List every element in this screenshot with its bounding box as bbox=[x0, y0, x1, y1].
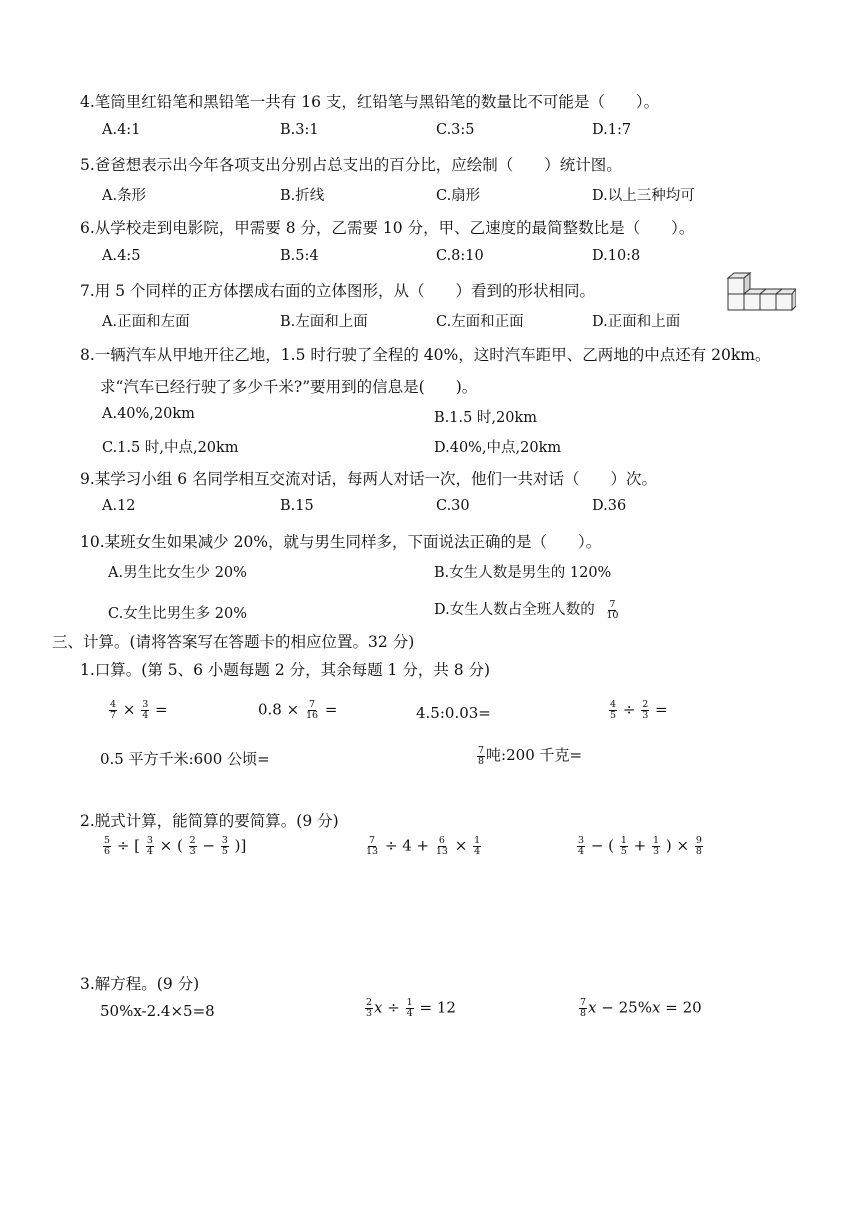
q4-option-c: C.3:5 bbox=[436, 122, 475, 138]
fraction: $\frac{2}{3}$ bbox=[189, 835, 196, 857]
fraction: $\frac{1}{5}$ bbox=[620, 835, 627, 857]
q9-option-a: A.12 bbox=[102, 498, 136, 514]
equation-3: $\frac{7}{8}$ x − 25%x = 20 bbox=[580, 997, 702, 1019]
fraction: $\frac{3}{4}$ bbox=[578, 835, 585, 857]
fraction: $\frac{2}{3}$ bbox=[366, 997, 373, 1019]
oral-item-6: $\frac{7}{8}$ 吨:200 千克= bbox=[478, 744, 583, 767]
q10-option-a: A.男生比女生少 20% bbox=[108, 565, 247, 581]
q7-option-b: B.左面和上面 bbox=[280, 314, 368, 330]
fraction: $\frac{4}{5}$ bbox=[610, 699, 617, 721]
q5-option-c: C.扇形 bbox=[436, 188, 481, 204]
q8-option-d: D.40%,中点,20km bbox=[434, 440, 562, 456]
fraction: $\frac{3}{4}$ bbox=[146, 835, 153, 857]
part-3-title: 3.解方程。(9 分) bbox=[80, 975, 200, 993]
fraction: $\frac{5}{6}$ bbox=[104, 835, 111, 857]
section-3-title: 三、计算。(请将答案写在答题卡的相应位置。32 分) bbox=[52, 633, 415, 651]
q10-option-d-text: D.女生人数占全班人数的 bbox=[434, 602, 595, 618]
fraction: $\frac{6}{13}$ bbox=[435, 835, 448, 857]
fraction: $\frac{1}{4}$ bbox=[406, 997, 413, 1019]
fraction: $\frac{7}{16}$ bbox=[305, 699, 319, 721]
fraction: $\frac{3}{5}$ bbox=[221, 835, 228, 857]
q6-option-a: A.4:5 bbox=[102, 248, 141, 264]
question-5-stem: 5.爸爸想表示出今年各项支出分别占总支出的百分比，应绘制（ ）统计图。 bbox=[80, 156, 622, 174]
expression-3: $\frac{3}{4}$ − ( $\frac{1}{5}$ + $\frac{1}{3}$ ) × $\frac{9}{8}$ bbox=[578, 835, 702, 857]
q9-option-c: C.30 bbox=[436, 498, 470, 514]
q7-option-a: A.正面和左面 bbox=[102, 314, 190, 330]
oral-item-5: 0.5 平方千米:600 公顷= bbox=[100, 750, 270, 768]
q6-option-b: B.5:4 bbox=[280, 248, 319, 264]
q6-option-c: C.8:10 bbox=[436, 248, 484, 264]
fraction: $\frac{1}{4}$ bbox=[474, 835, 481, 857]
oral-item-3: 4.5:0.03= bbox=[416, 704, 491, 722]
oral-item-1: $\frac{4}{7}$ × $\frac{3}{4}$ = bbox=[110, 699, 168, 721]
fraction: $\frac{3}{4}$ bbox=[142, 699, 149, 721]
q7-option-d: D.正面和上面 bbox=[592, 314, 681, 330]
q7-option-c: C.左面和正面 bbox=[436, 314, 524, 330]
fraction: $\frac{7}{8}$ bbox=[478, 744, 485, 767]
q6-option-d: D.10:8 bbox=[592, 248, 641, 264]
q4-option-b: B.3:1 bbox=[280, 122, 319, 138]
fraction: $\frac{7}{8}$ bbox=[580, 997, 587, 1019]
question-9-stem: 9.某学习小组 6 名同学相互交流对话，每两人对话一次，他们一共对话（ ）次。 bbox=[80, 470, 658, 488]
q5-option-b: B.折线 bbox=[280, 188, 325, 204]
oral-item-4: $\frac{4}{5}$ ÷ $\frac{2}{3}$ = bbox=[610, 699, 668, 721]
question-6-stem: 6.从学校走到电影院，甲需要 8 分，乙需要 10 分，甲、乙速度的最简整数比是（ ）。 bbox=[80, 219, 695, 237]
q8-option-a: A.40%,20km bbox=[102, 406, 195, 422]
fraction: $\frac{2}{3}$ bbox=[642, 699, 649, 721]
expression-1: $\frac{5}{6}$ ÷ [ $\frac{3}{4}$ × ( $\frac{2}{3}$ − $\frac{3}{5}$ )] bbox=[104, 835, 247, 857]
q8-option-c: C.1.5 时,中点,20km bbox=[102, 440, 239, 456]
q9-option-d: D.36 bbox=[592, 498, 627, 514]
part-2-title: 2.脱式计算，能简算的要简算。(9 分) bbox=[80, 812, 339, 830]
fraction: $\frac{4}{7}$ bbox=[110, 699, 117, 721]
cube-stack-figure bbox=[726, 272, 796, 314]
fraction: $\frac{1}{3}$ bbox=[653, 835, 660, 857]
q8-option-b: B.1.5 时,20km bbox=[434, 410, 538, 426]
q5-option-a: A.条形 bbox=[102, 188, 147, 204]
question-8-stem-line2: 求“汽车已经行驶了多少千米?”要用到的信息是( )。 bbox=[100, 378, 478, 396]
fraction: $\frac{7}{13}$ bbox=[366, 835, 379, 857]
fraction: $\frac{9}{8}$ bbox=[695, 835, 702, 857]
oral-item-2: 0.8 × $\frac{7}{16}$ = bbox=[258, 699, 338, 721]
q10-option-d bbox=[434, 598, 620, 620]
part-1-title: 1.口算。(第 5、6 小题每题 2 分，其余每题 1 分，共 8 分) bbox=[80, 661, 491, 679]
question-8-stem: 8.一辆汽车从甲地开往乙地，1.5 时行驶了全程的 40%，这时汽车距甲、乙两地的中点还有 20km。 bbox=[80, 346, 771, 364]
q10-option-b: B.女生人数是男生的 120% bbox=[434, 565, 612, 581]
q4-option-a: A.4:1 bbox=[102, 122, 141, 138]
question-7-stem: 7.用 5 个同样的正方体摆成右面的立体图形，从（ ）看到的形状相同。 bbox=[80, 282, 596, 300]
q10-option-c: C.女生比男生多 20% bbox=[108, 606, 248, 622]
equation-2: $\frac{2}{3}$ x ÷ $\frac{1}{4}$ = 12 bbox=[366, 997, 456, 1019]
equation-1: 50%x-2.4×5=8 bbox=[100, 1002, 215, 1020]
q9-option-b: B.15 bbox=[280, 498, 314, 514]
q4-option-d: D.1:7 bbox=[592, 122, 632, 138]
question-4-stem: 4.笔筒里红铅笔和黑铅笔一共有 16 支，红铅笔与黑铅笔的数量比不可能是（ ）。 bbox=[80, 93, 660, 111]
fraction: $\frac{7}{10}$ bbox=[606, 598, 619, 621]
expression-2: $\frac{7}{13}$ ÷ 4 + $\frac{6}{13}$ × $\frac{1}{4}$ bbox=[366, 835, 481, 857]
q5-option-d: D.以上三种均可 bbox=[592, 188, 695, 204]
question-10-stem: 10.某班女生如果减少 20%，就与男生同样多，下面说法正确的是（ ）。 bbox=[80, 533, 602, 551]
